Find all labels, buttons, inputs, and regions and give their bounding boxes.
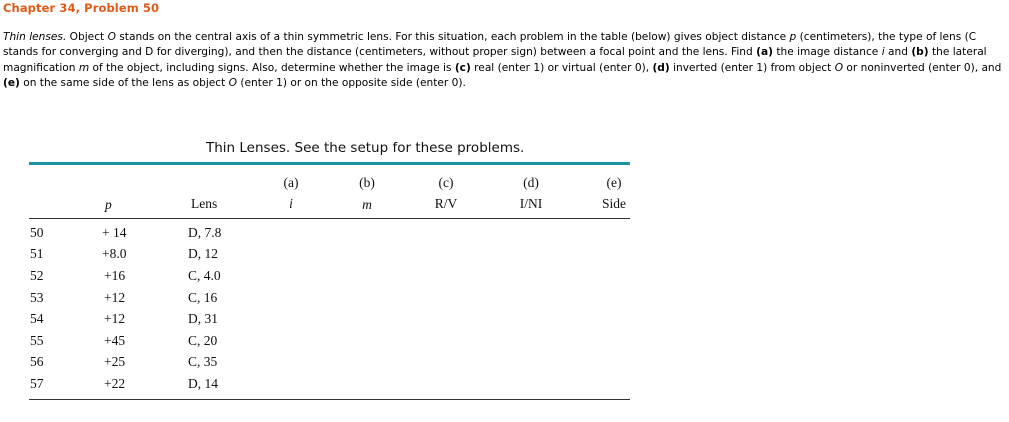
object-symbol: O <box>107 31 116 43</box>
header-side: Side <box>601 196 626 211</box>
row-p-value: + 14 <box>102 225 127 240</box>
header-part-c: (c) <box>438 175 454 190</box>
chapter-title: Chapter 34, Problem 50 <box>3 1 160 15</box>
problem-text-segment: real (enter 1) or virtual (enter 0), <box>470 61 653 74</box>
header-ini: I/NI <box>519 196 543 211</box>
header-i: i <box>289 196 293 211</box>
problem-text-segment: and <box>884 46 912 59</box>
problem-text-segment: (enter 1) or on the opposite side (enter 0). <box>236 76 466 89</box>
part-c-label: (c) <box>454 61 471 74</box>
problem-text-segment: the lateral magnification <box>3 46 987 74</box>
problem-text-segment: or noninverted (enter 0), and <box>843 61 1002 74</box>
problem-text-segment: on the same side of the lens as object <box>19 76 229 89</box>
header-lens: Lens <box>191 196 218 211</box>
part-a-label: (a) <box>756 46 773 59</box>
table-bottom-rule <box>29 399 630 400</box>
row-p-value: +16 <box>104 268 126 283</box>
problem-lead: Thin lenses. <box>3 31 67 43</box>
part-e-label: (e) <box>3 76 20 89</box>
object-symbol: O <box>834 61 844 74</box>
row-p-value: +25 <box>104 354 126 369</box>
row-lens-value: D, 14 <box>188 376 218 391</box>
problem-statement <box>3 30 1007 91</box>
row-number: 57 <box>30 376 44 391</box>
row-lens-value: D, 7.8 <box>188 225 222 240</box>
part-d-label: (d) <box>652 61 670 74</box>
row-number: 51 <box>30 246 44 261</box>
row-number: 50 <box>30 225 44 240</box>
row-lens-value: C, 16 <box>188 290 218 305</box>
object-symbol: O <box>228 76 237 89</box>
row-number: 53 <box>30 290 44 305</box>
row-p-value: +22 <box>104 376 126 391</box>
header-m: m <box>362 197 372 212</box>
problem-text-segment: the image distance <box>772 46 882 59</box>
problem-text-segment: of the object, including signs. Also, determine whether the image is <box>89 61 455 74</box>
row-lens-value: D, 31 <box>188 311 218 326</box>
row-p-value: +12 <box>104 290 126 305</box>
row-lens-value: C, 4.0 <box>188 268 221 283</box>
row-number: 52 <box>30 268 44 283</box>
part-b-label: (b) <box>911 46 929 59</box>
row-p-value: +8.0 <box>102 246 127 261</box>
header-part-b: (b) <box>359 175 375 190</box>
problem-text-segment: Object <box>66 31 108 43</box>
header-part-e: (e) <box>606 175 622 190</box>
m-symbol: m <box>78 61 90 74</box>
row-lens-value: C, 35 <box>188 354 218 369</box>
table-header-rule <box>29 218 630 219</box>
header-p: p <box>105 197 112 212</box>
row-number: 54 <box>30 311 44 326</box>
problem-text-segment: inverted (enter 1) from object <box>669 61 835 74</box>
row-lens-value: C, 20 <box>188 333 218 348</box>
row-number: 55 <box>30 333 44 348</box>
i-symbol: i <box>881 46 885 59</box>
problem-text-segment: stands on the central axis of a thin symmetric lens. For this situation, each problem in the table (below) gives object distance <box>115 31 790 43</box>
header-part-a: (a) <box>283 175 299 190</box>
p-symbol: p <box>789 31 797 43</box>
row-lens-value: D, 12 <box>188 246 218 261</box>
problem-text-segment: (centimeters), the type of lens (C stands for converging and D for diverging), and then the distance (centimeters, without proper sign) between a focal point and the lens. Find <box>3 31 977 59</box>
row-p-value: +12 <box>104 311 126 326</box>
header-rv: R/V <box>434 196 458 211</box>
table-top-rule <box>29 162 630 165</box>
row-p-value: +45 <box>104 333 126 348</box>
row-number: 56 <box>30 354 44 369</box>
header-part-d: (d) <box>523 175 539 190</box>
table-title: Thin Lenses. See the setup for these problems. <box>206 140 525 156</box>
